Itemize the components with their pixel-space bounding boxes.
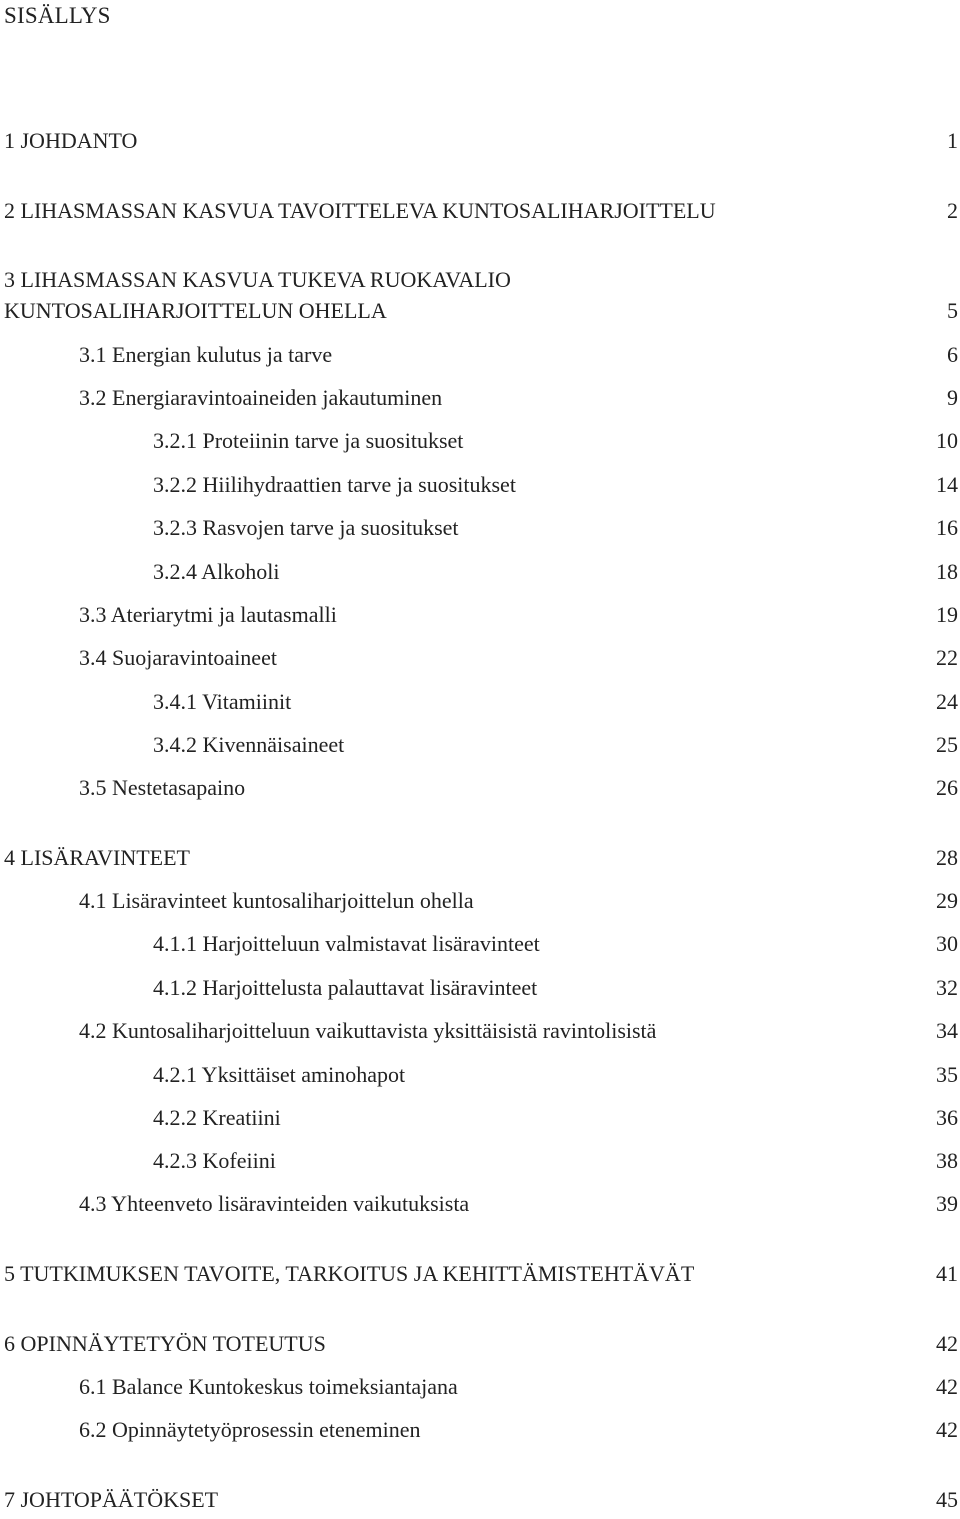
toc-entry-page: 9	[947, 385, 958, 410]
toc-entry	[0, 1485, 960, 1515]
toc-entry-page: 6	[947, 342, 958, 367]
toc-entry	[0, 773, 960, 803]
toc-entry-title: 4.2.2 Kreatiini	[153, 1105, 281, 1130]
toc-entry	[0, 1060, 960, 1090]
toc-entry-title: 4.1 Lisäravinteet kuntosaliharjoittelun ohella	[79, 888, 474, 913]
toc-entry-title: 3.3 Ateriarytmi ja lautasmalli	[79, 602, 337, 627]
toc-entry-page: 25	[936, 732, 958, 757]
toc-entry-title: 5 TUTKIMUKSEN TAVOITE, TARKOITUS JA KEHITTÄMISTEHTÄVÄT	[4, 1261, 695, 1286]
toc-entry-page: 1	[947, 128, 958, 153]
toc-entry-page: 14	[936, 472, 958, 497]
toc-entry-page: 19	[936, 602, 958, 627]
toc-entry-title: 3.2 Energiaravintoaineiden jakautuminen	[79, 385, 443, 410]
toc-heading: SISÄLLYS	[4, 3, 111, 28]
toc-entry-title: 4.1.2 Harjoittelusta palauttavat lisäravinteet	[153, 975, 538, 1000]
toc-entry	[0, 1415, 960, 1445]
toc-entry	[0, 929, 960, 959]
toc-entry-title: 3.4.1 Vitamiinit	[153, 689, 292, 714]
toc-entry-page: 42	[936, 1374, 958, 1399]
toc-entry-page: 26	[936, 775, 958, 800]
toc-entry-page: 10	[936, 428, 958, 453]
toc-entry	[0, 600, 960, 630]
toc-entry	[0, 730, 960, 760]
toc-entry-title: KUNTOSALIHARJOITTELUN OHELLA	[4, 298, 387, 323]
toc-entry-page: 35	[936, 1062, 958, 1087]
toc-entry	[0, 1259, 960, 1289]
toc-entry	[0, 126, 960, 156]
toc-entry-title: 3.2.3 Rasvojen tarve ja suositukset	[153, 515, 459, 540]
toc-entry-title: 3.5 Nestetasapaino	[79, 775, 246, 800]
toc-entry	[0, 296, 960, 326]
toc-entry	[0, 265, 960, 295]
toc-entry-title: 3.1 Energian kulutus ja tarve	[79, 342, 333, 367]
toc-entry	[0, 1146, 960, 1176]
toc-entry-page: 29	[936, 888, 958, 913]
toc-entry-page: 16	[936, 515, 958, 540]
toc-entry	[0, 1016, 960, 1046]
toc-entry	[0, 1329, 960, 1359]
toc-entry-page: 34	[936, 1018, 958, 1043]
toc-entry	[0, 1189, 960, 1219]
toc-entry-page: 42	[936, 1417, 958, 1442]
toc-entry	[0, 470, 960, 500]
toc-entry	[0, 340, 960, 370]
toc-entry-page: 41	[936, 1261, 958, 1286]
toc-entry-title: 4.3 Yhteenveto lisäravinteiden vaikutuksista	[79, 1191, 470, 1216]
toc-entry	[0, 383, 960, 413]
toc-entry-title: 4.2 Kuntosaliharjoitteluun vaikuttavista yksittäisistä ravintolisistä	[79, 1018, 657, 1043]
toc-entry-page: 30	[936, 931, 958, 956]
toc-entry	[0, 426, 960, 456]
toc-entry-title: 6.2 Opinnäytetyöprosessin eteneminen	[79, 1417, 421, 1442]
toc-entry-page: 18	[936, 559, 958, 584]
toc-entry-page: 38	[936, 1148, 958, 1173]
toc-entry-title: 6 OPINNÄYTETYÖN TOTEUTUS	[4, 1331, 326, 1356]
toc-entry	[0, 1372, 960, 1402]
toc-entry	[0, 687, 960, 717]
toc-entry-title: 6.1 Balance Kuntokeskus toimeksiantajana	[79, 1374, 458, 1399]
toc-entry-title: 3.2.4 Alkoholi	[153, 559, 280, 584]
toc-entry-title: 4.2.3 Kofeiini	[153, 1148, 276, 1173]
toc-entry-title: 4.1.1 Harjoitteluun valmistavat lisäravinteet	[153, 931, 540, 956]
toc-entry-page: 45	[936, 1487, 958, 1512]
toc-entry-title: 2 LIHASMASSAN KASVUA TAVOITTELEVA KUNTOSALIHARJOITTELU	[4, 198, 716, 223]
toc-entry-page: 22	[936, 645, 958, 670]
toc-entry-title: 7 JOHTOPÄÄTÖKSET	[4, 1487, 219, 1512]
toc-entry-page: 36	[936, 1105, 958, 1130]
toc-entry-page: 5	[947, 298, 958, 323]
toc-entry	[0, 513, 960, 543]
toc-entry	[0, 557, 960, 587]
toc-entry-title: 3.4 Suojaravintoaineet	[79, 645, 277, 670]
toc-entry-title: 4.2.1 Yksittäiset aminohapot	[153, 1062, 406, 1087]
toc-entry	[0, 1103, 960, 1133]
toc-entry-title: 4 LISÄRAVINTEET	[4, 845, 190, 870]
toc-entry-title: 3.2.2 Hiilihydraattien tarve ja suositukset	[153, 472, 516, 497]
toc-entry-title: 1 JOHDANTO	[4, 128, 138, 153]
toc-entry-page: 24	[936, 689, 958, 714]
toc-entry	[0, 886, 960, 916]
toc-entry	[0, 843, 960, 873]
toc-entry	[0, 196, 960, 226]
toc-entry-title: 3 LIHASMASSAN KASVUA TUKEVA RUOKAVALIO	[4, 267, 511, 292]
toc-entry-page: 2	[947, 198, 958, 223]
toc-entry-page: 32	[936, 975, 958, 1000]
toc-entry-title: 3.4.2 Kivennäisaineet	[153, 732, 345, 757]
toc-entry	[0, 643, 960, 673]
toc-entry-page: 42	[936, 1331, 958, 1356]
toc-entry	[0, 973, 960, 1003]
toc-entry-page: 39	[936, 1191, 958, 1216]
toc-entry-title: 3.2.1 Proteiinin tarve ja suositukset	[153, 428, 464, 453]
toc-entry-page: 28	[936, 845, 958, 870]
